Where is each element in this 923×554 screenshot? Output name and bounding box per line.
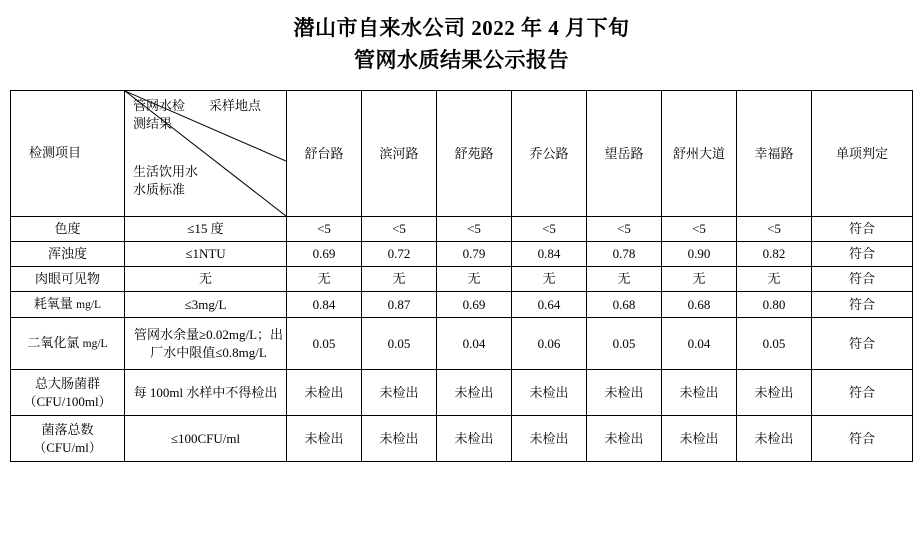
row-item-unit: mg/L <box>82 338 108 350</box>
title-line-1: 潜山市自来水公司 2022 年 4 月下旬 <box>293 16 630 40</box>
row-value: 0.06 <box>512 318 587 370</box>
row-standard: 每 100ml 水样中不得检出 <box>125 370 287 416</box>
water-quality-table <box>10 90 913 462</box>
row-value: 未检出 <box>287 416 362 462</box>
row-item-name: 浑浊度 <box>11 242 125 267</box>
row-value: <5 <box>587 217 662 242</box>
row-value: 0.87 <box>362 292 437 318</box>
header-location-5: 舒州大道 <box>662 91 737 217</box>
row-item-name <box>11 318 125 370</box>
row-standard: 无 <box>125 267 287 292</box>
row-value: 0.69 <box>437 292 512 318</box>
row-value: 未检出 <box>362 370 437 416</box>
header-corner-item <box>11 91 125 217</box>
row-value: 未检出 <box>287 370 362 416</box>
row-value: <5 <box>662 217 737 242</box>
row-value: <5 <box>437 217 512 242</box>
header-location-1: 滨河路 <box>362 91 437 217</box>
row-value: <5 <box>287 217 362 242</box>
row-value: 0.05 <box>287 318 362 370</box>
row-judgement: 符合 <box>812 267 913 292</box>
table-row <box>11 318 913 370</box>
row-value: 0.05 <box>362 318 437 370</box>
header-label-sampling-site: 采样地点 <box>209 98 262 113</box>
row-standard: ≤3mg/L <box>125 292 287 318</box>
row-item-name: 菌落总数（CFU/ml） <box>11 416 125 462</box>
row-value: 0.78 <box>587 242 662 267</box>
row-standard: ≤100CFU/ml <box>125 416 287 462</box>
row-value: 0.68 <box>587 292 662 318</box>
row-value: <5 <box>737 217 812 242</box>
row-value: 0.84 <box>512 242 587 267</box>
row-value: 0.69 <box>287 242 362 267</box>
header-label-test-result: 管网水检测结果 <box>133 98 186 131</box>
row-value: 0.64 <box>512 292 587 318</box>
row-standard: 管网水余量≥0.02mg/L；出厂水中限值≤0.8mg/L <box>125 318 287 370</box>
page-title <box>0 0 923 76</box>
row-value: 未检出 <box>512 370 587 416</box>
row-value: 0.79 <box>437 242 512 267</box>
row-judgement: 符合 <box>812 318 913 370</box>
row-value: 未检出 <box>587 370 662 416</box>
table-row <box>11 292 913 318</box>
row-item-name: 总大肠菌群（CFU/100ml） <box>11 370 125 416</box>
row-value: 无 <box>362 267 437 292</box>
row-value: 0.05 <box>737 318 812 370</box>
row-value: 未检出 <box>437 416 512 462</box>
header-label-item: 检测项目 <box>29 145 82 160</box>
row-value: 未检出 <box>362 416 437 462</box>
row-item-unit: mg/L <box>76 299 102 311</box>
row-value: 无 <box>437 267 512 292</box>
row-value: 未检出 <box>587 416 662 462</box>
row-value: 无 <box>587 267 662 292</box>
row-value: 无 <box>737 267 812 292</box>
row-item-label: 耗氧量 <box>33 296 73 311</box>
row-standard: ≤1NTU <box>125 242 287 267</box>
row-value: 未检出 <box>512 416 587 462</box>
row-value: <5 <box>512 217 587 242</box>
table-row <box>11 370 913 416</box>
row-value: 0.82 <box>737 242 812 267</box>
header-location-4: 望岳路 <box>587 91 662 217</box>
header-judgement: 单项判定 <box>812 91 913 217</box>
row-value: 未检出 <box>737 416 812 462</box>
row-judgement: 符合 <box>812 217 913 242</box>
row-judgement: 符合 <box>812 242 913 267</box>
row-value: 0.05 <box>587 318 662 370</box>
header-location-6: 幸福路 <box>737 91 812 217</box>
row-value: 未检出 <box>737 370 812 416</box>
table-row <box>11 416 913 462</box>
row-value: 未检出 <box>662 370 737 416</box>
row-value: 无 <box>662 267 737 292</box>
row-value: <5 <box>362 217 437 242</box>
row-standard: ≤15 度 <box>125 217 287 242</box>
row-value: 0.80 <box>737 292 812 318</box>
row-item-name <box>11 292 125 318</box>
title-line-2: 管网水质结果公示报告 <box>354 48 569 72</box>
row-value: 0.72 <box>362 242 437 267</box>
table-row <box>11 267 913 292</box>
row-value: 0.90 <box>662 242 737 267</box>
header-corner-split <box>125 91 287 217</box>
row-judgement: 符合 <box>812 292 913 318</box>
table-row <box>11 242 913 267</box>
row-value: 未检出 <box>662 416 737 462</box>
row-value: 0.04 <box>662 318 737 370</box>
row-judgement: 符合 <box>812 416 913 462</box>
row-value: 无 <box>287 267 362 292</box>
row-item-label: 二氧化氯 <box>27 335 80 350</box>
header-label-standard: 生活饮用水水质标准 <box>133 164 199 197</box>
table-row <box>11 217 913 242</box>
header-location-0: 舒台路 <box>287 91 362 217</box>
row-value: 未检出 <box>437 370 512 416</box>
header-location-2: 舒苑路 <box>437 91 512 217</box>
row-value: 无 <box>512 267 587 292</box>
row-value: 0.04 <box>437 318 512 370</box>
header-location-3: 乔公路 <box>512 91 587 217</box>
table-header-row <box>11 91 913 217</box>
row-item-name: 色度 <box>11 217 125 242</box>
row-value: 0.68 <box>662 292 737 318</box>
row-item-name: 肉眼可见物 <box>11 267 125 292</box>
row-judgement: 符合 <box>812 370 913 416</box>
row-value: 0.84 <box>287 292 362 318</box>
